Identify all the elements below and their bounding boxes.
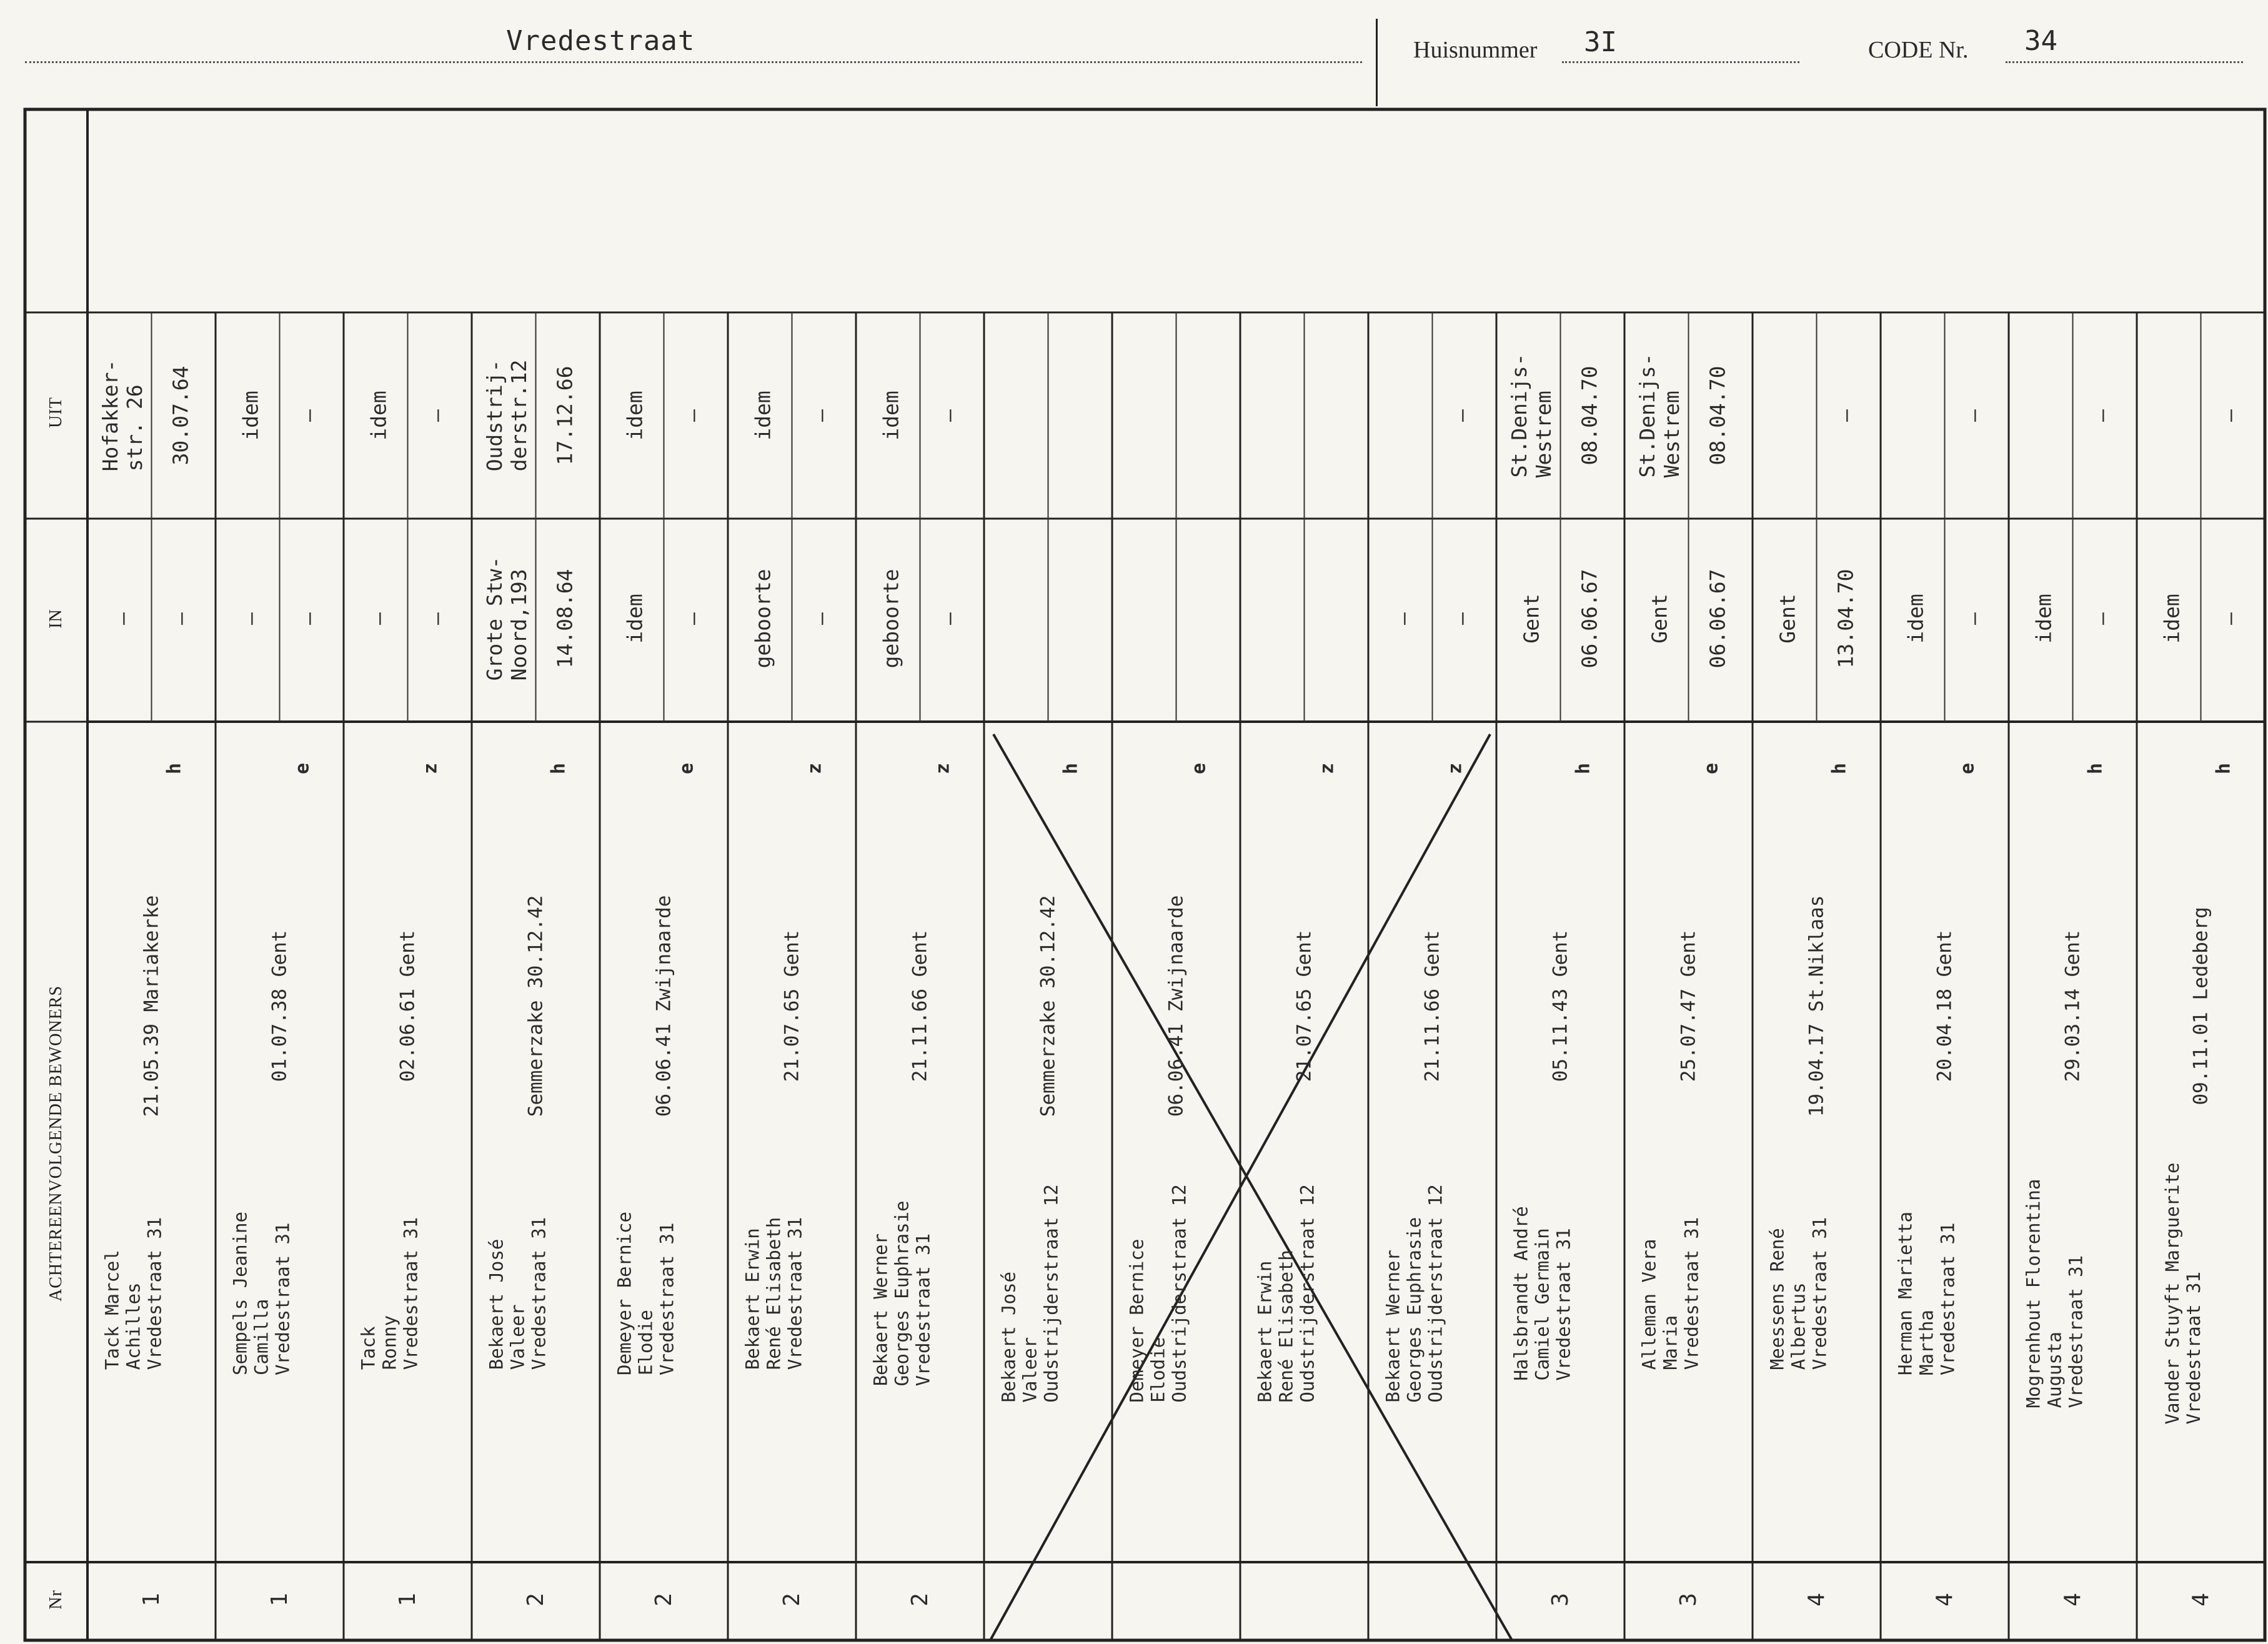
out-date: — — [1833, 409, 1858, 422]
code-label: CODE Nr. — [1868, 37, 1969, 63]
in-place: idem — [622, 594, 647, 644]
out-date: — — [296, 409, 321, 422]
birth-date-place: Semmerzake 30.12.42 — [1037, 895, 1060, 1117]
street-name: Vredestraat — [506, 25, 695, 57]
in-date: — — [808, 612, 833, 625]
in-place: — — [110, 612, 135, 625]
in-date: 13.04.70 — [1833, 569, 1858, 669]
in-place: — — [238, 612, 263, 625]
birth-date-place: 21.11.66 Gent — [1421, 930, 1444, 1082]
resident-name: Halsbrandt André Camiel Germain Vredestraat 31 — [1510, 1206, 1574, 1381]
out-place: idem — [238, 391, 263, 441]
in-date: — — [1961, 612, 1986, 625]
in-date: — — [1449, 612, 1474, 625]
resident-name: Bekaert Erwin René Elisabeth Vredestraat 31 — [742, 1217, 806, 1370]
out-date: — — [1961, 409, 1986, 422]
resident-name: Bekaert Werner Georges Euphrasie Vredestraat 31 — [870, 1200, 934, 1387]
resident-name: Meessens René Albertus Vredestraat 31 — [1766, 1217, 1831, 1370]
out-date: — — [1449, 409, 1474, 422]
record-number: 1 — [394, 1593, 420, 1607]
residents-header: ACHTEREENVOLGENDE BEWONERS — [46, 985, 66, 1302]
relation-code: h — [163, 762, 186, 775]
birth-date-place: 06.06.41 Zwijnaarde — [1165, 895, 1188, 1117]
relation-code: e — [675, 762, 698, 775]
out-date: — — [937, 409, 962, 422]
relation-code: z — [1444, 762, 1466, 775]
relation-code: z — [932, 762, 954, 775]
resident-name: Herman Marietta Martha Vredestraat 31 — [1894, 1212, 1959, 1375]
resident-name: Vander Stuyft Marguerite Vredestraat 31 — [2161, 1162, 2204, 1425]
resident-name: Bekaert Werner Georges Euphrasie Oudstrijderstraat 12 — [1382, 1184, 1446, 1403]
relation-code: e — [291, 762, 314, 775]
resident-name: Tack Marcel Achilles Vredestraat 31 — [101, 1217, 166, 1370]
record-number: 1 — [266, 1593, 292, 1607]
record-number: 1 — [138, 1593, 164, 1607]
out-date: 17.12.66 — [552, 366, 577, 466]
birth-date-place: 21.11.66 Gent — [908, 930, 932, 1082]
out-date: — — [2089, 409, 2114, 422]
record-number: 2 — [907, 1593, 933, 1607]
in-place: Gent — [1775, 594, 1800, 644]
out-place: St.Denijs- Westrem — [1635, 353, 1684, 478]
resident-name: Bekaert José Valeer Oudstrijderstraat 12 — [998, 1184, 1062, 1403]
birth-date-place: 09.11.01 Ledeberg — [2189, 907, 2212, 1105]
relation-code: e — [1700, 762, 1723, 775]
out-date: — — [2217, 409, 2242, 422]
in-place: Grote Stw- Noord,193 — [482, 556, 532, 681]
relation-code: h — [547, 762, 570, 775]
resident-name: Demeyer Bernice Elodie Vredestraat 31 — [614, 1212, 678, 1375]
birth-date-place: 21.07.65 Gent — [780, 930, 803, 1082]
out-date: — — [808, 409, 833, 422]
record-number: 3 — [1675, 1593, 1701, 1607]
in-date: — — [937, 612, 962, 625]
resident-name: Sempels Jeanine Camilla Vredestraat 31 — [229, 1212, 294, 1375]
out-place: idem — [750, 391, 775, 441]
in-place: idem — [2159, 594, 2184, 644]
in-header: IN — [46, 609, 66, 629]
out-date: 08.04.70 — [1705, 366, 1730, 466]
resident-name: Bekaert Erwin René Elisabeth Oudstrijderstraat 12 — [1254, 1184, 1318, 1403]
house-number-value: 3I — [1584, 26, 1617, 58]
relation-code: z — [803, 762, 826, 775]
birth-date-place: 21.05.39 Mariakerke — [140, 895, 163, 1117]
record-number: 2 — [778, 1593, 805, 1607]
record-number: 4 — [2187, 1593, 2214, 1607]
out-place: idem — [622, 391, 647, 441]
relation-code: z — [419, 762, 442, 775]
out-place: St.Denijs- Westrem — [1507, 353, 1556, 478]
in-place: idem — [1903, 594, 1928, 644]
out-date: — — [680, 409, 705, 422]
birth-date-place: 06.06.41 Zwijnaarde — [652, 895, 675, 1117]
record-number: 3 — [1547, 1593, 1573, 1607]
house-number-label: Huisnummer — [1413, 37, 1538, 63]
in-place: Gent — [1519, 594, 1544, 644]
out-date: 08.04.70 — [1577, 366, 1602, 466]
out-place: Hofakker- str. 26 — [98, 359, 147, 472]
relation-code: h — [2084, 762, 2107, 775]
record-number: 4 — [1803, 1593, 1829, 1607]
birth-date-place: 21.07.65 Gent — [1293, 930, 1316, 1082]
birth-date-place: 19.04.17 St.Niklaas — [1805, 895, 1828, 1117]
in-place: geboorte — [750, 569, 775, 669]
record-number: 4 — [1931, 1593, 1957, 1607]
resident-name: Bekaert José Valeer Vredestraat 31 — [485, 1217, 550, 1370]
in-date: — — [2217, 612, 2242, 625]
code-value: 34 — [2024, 25, 2057, 57]
resident-name: Demeyer Bernice Elodie Oudstrijderstraat 12 — [1126, 1184, 1190, 1403]
birth-date-place: 01.07.38 Gent — [268, 930, 291, 1082]
in-date: — — [296, 612, 321, 625]
relation-code: e — [1956, 762, 1979, 775]
in-place: — — [366, 612, 391, 625]
out-place: idem — [366, 391, 391, 441]
in-date: — — [424, 612, 449, 625]
in-date: 06.06.67 — [1577, 569, 1602, 669]
relation-code: h — [1572, 762, 1594, 775]
out-place: idem — [878, 391, 903, 441]
relation-code: z — [1316, 762, 1338, 775]
in-place: idem — [2031, 594, 2056, 644]
in-date: 06.06.67 — [1705, 569, 1730, 669]
in-date: 14.08.64 — [552, 569, 577, 669]
record-number: 2 — [522, 1593, 549, 1607]
relation-code: h — [1828, 762, 1851, 775]
resident-name: Alleman Vera Maria Vredestraat 31 — [1638, 1217, 1703, 1370]
in-place: geboorte — [878, 569, 903, 669]
in-place: — — [1391, 612, 1416, 625]
out-date: 30.07.64 — [168, 366, 193, 466]
birth-date-place: 20.04.18 Gent — [1933, 930, 1956, 1082]
out-header: UIT — [46, 397, 66, 428]
birth-date-place: 05.11.43 Gent — [1549, 930, 1572, 1082]
record-number: 4 — [2059, 1593, 2086, 1607]
birth-date-place: Semmerzake 30.12.42 — [524, 895, 547, 1117]
record-number: 2 — [650, 1593, 677, 1607]
out-place: Oudstrij- derstr.12 — [482, 359, 532, 472]
relation-code: h — [2212, 762, 2235, 775]
in-date: — — [680, 612, 705, 625]
resident-name: Tack Ronny Vredestraat 31 — [357, 1217, 422, 1370]
in-date: — — [168, 612, 193, 625]
in-place: Gent — [1647, 594, 1672, 644]
birth-date-place: 25.07.47 Gent — [1677, 930, 1700, 1082]
resident-name: Mogrenhout Florentina Augusta Vredestraat 31 — [2022, 1178, 2087, 1408]
in-date: — — [2089, 612, 2114, 625]
birth-date-place: 02.06.61 Gent — [396, 930, 419, 1082]
relation-code: h — [1060, 762, 1082, 775]
out-date: — — [424, 409, 449, 422]
birth-date-place: 29.03.14 Gent — [2061, 930, 2084, 1082]
relation-code: e — [1188, 762, 1210, 775]
nr-header: Nr — [46, 1590, 66, 1610]
